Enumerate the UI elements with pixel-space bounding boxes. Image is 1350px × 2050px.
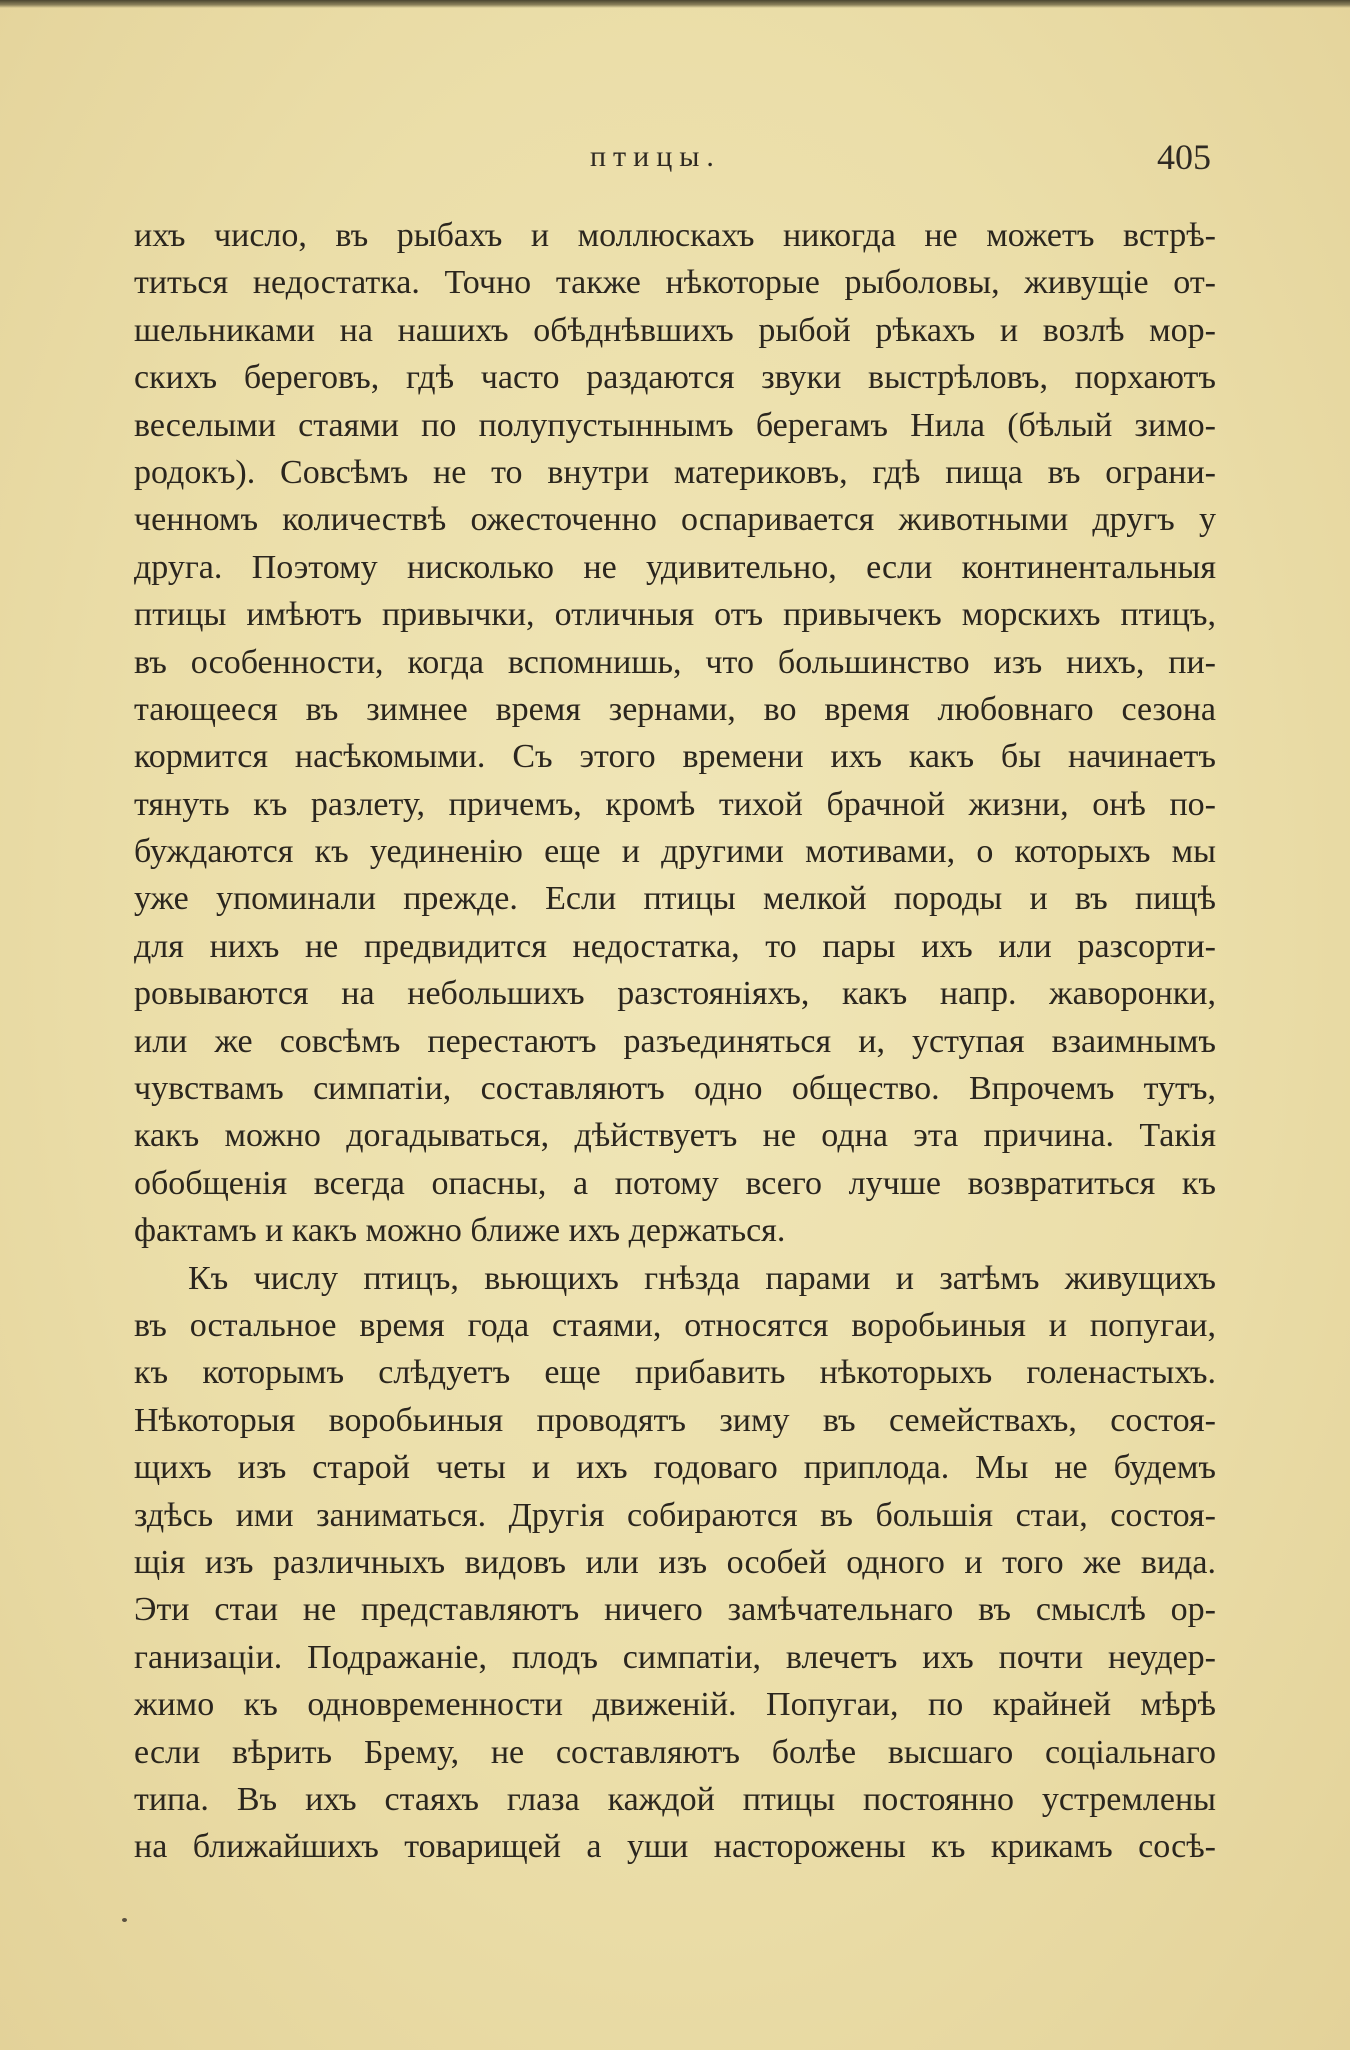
- text-line: скихъ береговъ, гдѣ часто раздаются звуки выстрѣловъ, порхаютъ: [134, 359, 1216, 397]
- text-line: тающееся въ зимнее время зернами, во время любовнаго сезона: [134, 690, 1216, 728]
- text-line: или же совсѣмъ перестаютъ разъединяться и, уступая взаимнымъ: [134, 1022, 1216, 1060]
- text-line: птицы имѣютъ привычки, отличныя отъ привычекъ морскихъ птицъ,: [134, 596, 1216, 634]
- text-line: въ особенности, когда вспомнишь, что большинство изъ нихъ, пи-: [134, 643, 1216, 681]
- text-line: здѣсь ими заниматься. Другія собираются въ большія стаи, состоя-: [134, 1496, 1216, 1534]
- text-line: тянуть къ разлету, причемъ, кромѣ тихой брачной жизни, онѣ по-: [134, 785, 1216, 823]
- text-line: жимо къ одновременности движеній. Попугаи, по крайней мѣрѣ: [134, 1686, 1216, 1724]
- text-line: обобщенія всегда опасны, а потому всего лучше возвратиться къ: [134, 1164, 1216, 1202]
- text-line: чувствамъ симпатіи, составляютъ одно общество. Впрочемъ тутъ,: [134, 1070, 1216, 1108]
- text-line: уже упоминали прежде. Если птицы мелкой породы и въ пищѣ: [134, 880, 1216, 918]
- text-line: буждаются къ уединенію еще и другими мотивами, о которыхъ мы: [134, 833, 1216, 871]
- paragraph: [134, 1255, 1216, 1871]
- text-line: типа. Въ ихъ стаяхъ глаза каждой птицы постоянно устремлены: [134, 1780, 1216, 1818]
- text-line: ганизаціи. Подражаніе, плодъ симпатіи, влечетъ ихъ почти неудер-: [134, 1638, 1216, 1676]
- page-top-edge: [0, 0, 1350, 8]
- text-line: какъ можно догадываться, дѣйствуетъ не одна эта причина. Такія: [134, 1117, 1216, 1155]
- text-line: титься недостатка. Точно также нѣкоторые рыболовы, живущіе от-: [134, 264, 1216, 302]
- text-line: для нихъ не предвидится недостатка, то пары ихъ или разсорти-: [134, 927, 1216, 965]
- text-line: ихъ число, въ рыбахъ и моллюскахъ никогда не можетъ встрѣ-: [134, 217, 1216, 254]
- text-line: Къ числу птицъ, вьющихъ гнѣзда парами и затѣмъ живущихъ: [188, 1259, 1216, 1297]
- text-line: въ остальное время года стаями, относятся воробьиныя и попугаи,: [134, 1306, 1216, 1344]
- text-line: къ которымъ слѣдуетъ еще прибавить нѣкоторыхъ голенастыхъ.: [134, 1354, 1216, 1392]
- text-line: Эти стаи не представляютъ ничего замѣчательнаго въ смыслѣ ор-: [134, 1591, 1216, 1629]
- text-line: щія изъ различныхъ видовъ или изъ особей одного и того же вида.: [134, 1543, 1216, 1581]
- text-line: Нѣкоторыя воробьиныя проводятъ зиму въ семействахъ, состоя-: [134, 1401, 1216, 1439]
- paragraph: [134, 212, 1216, 1255]
- text-line: если вѣрить Брему, не составляютъ болѣе высшаго соціальнаго: [134, 1733, 1216, 1771]
- text-line: кормится насѣкомыми. Съ этого времени ихъ какъ бы начинаетъ: [134, 738, 1216, 776]
- text-line: ченномъ количествѣ ожесточенно оспаривается животными другъ у: [134, 501, 1216, 539]
- text-line: друга. Поэтому нисколько не удивительно, если континентальныя: [134, 548, 1216, 586]
- text-line: ровываются на небольшихъ разстояніяхъ, какъ напр. жаворонки,: [134, 975, 1216, 1013]
- text-line: фактамъ и какъ можно ближе ихъ держаться.: [134, 1212, 786, 1250]
- text-line: на ближайшихъ товарищей а уши насторожены къ крикамъ сосѣ-: [134, 1828, 1216, 1866]
- text-line: веселыми стаями по полупустыннымъ берегамъ Нила (бѣлый зимо-: [134, 406, 1216, 444]
- running-head-title: птицы.: [590, 140, 721, 173]
- body-text: [134, 212, 1216, 1871]
- paper-speck: [122, 1918, 127, 1922]
- page-number: 405: [1157, 137, 1211, 177]
- text-line: родокъ). Совсѣмъ не то внутри материковъ, гдѣ пища въ ограни-: [134, 453, 1216, 491]
- text-line: шельниками на нашихъ обѣднѣвшихъ рыбой рѣкахъ и возлѣ мор-: [134, 311, 1216, 349]
- text-line: щихъ изъ старой четы и ихъ годоваго приплода. Мы не будемъ: [134, 1449, 1216, 1487]
